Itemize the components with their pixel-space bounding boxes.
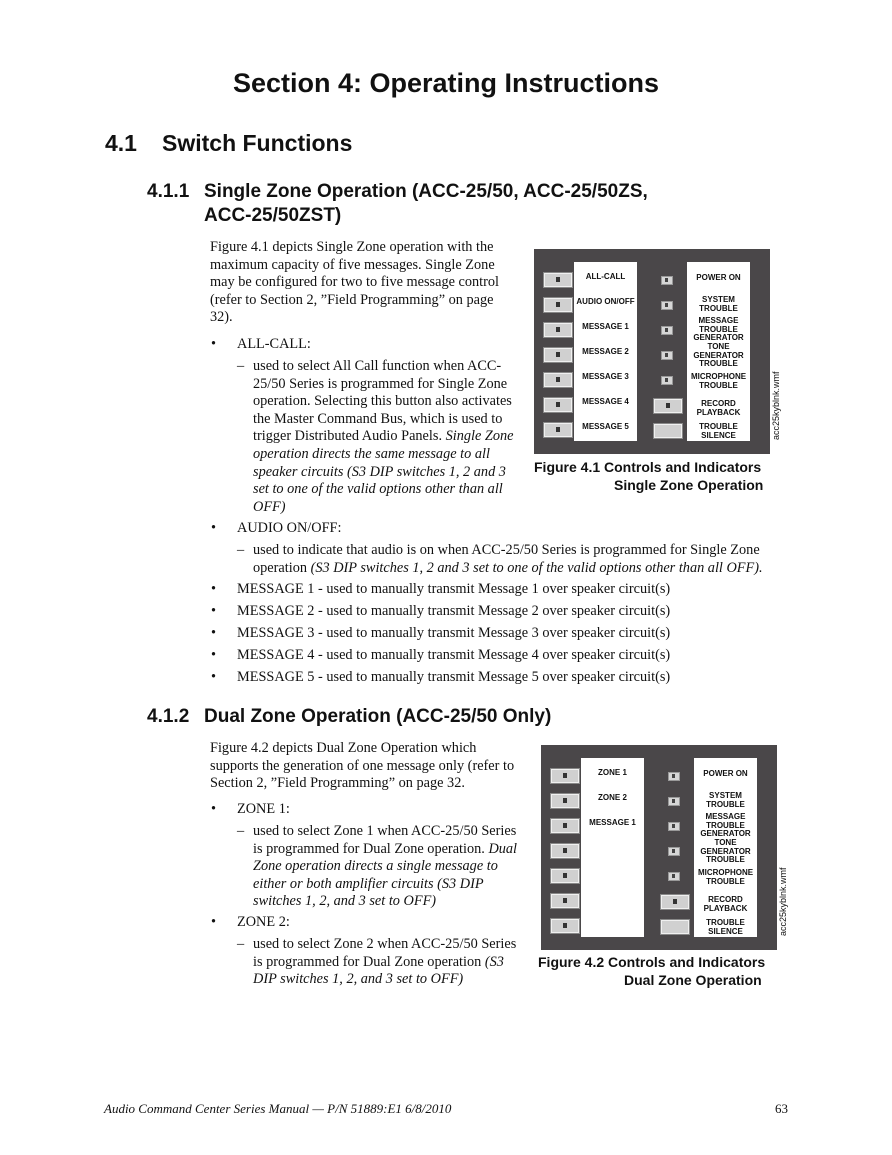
bullet-message-4-text: MESSAGE 4 - used to manually transmit Message 4 over speaker circuit(s) [237,647,671,663]
label-all-call: ALL-CALL [585,272,626,281]
all-call-desc-italic: Single Zone operation directs the same message to all speaker circuits (S3 DIP switches 1, 2 and 3 set to one of the valid options other than all OFF) [253,428,514,515]
label-record-playback-dual: RECORD PLAYBACK [703,895,748,913]
zone-1-desc-text: used to select Zone 1 when ACC-25/50 Series is programmed for Dual Zone operation. [253,823,517,857]
label-system-trouble-dual: SYSTEM TROUBLE [706,791,745,809]
heading-4-1-2-number: 4.1.2 [147,706,190,727]
bullet-zone-1: • ZONE 1: [211,801,290,817]
all-call-button[interactable] [543,272,573,288]
zone-2-button[interactable] [550,793,580,809]
label-power-on-dual: POWER ON [703,769,748,778]
section-title: Section 4: Operating Instructions [232,68,660,98]
fig1-watermark: acc25kyblnk.wmf [771,371,781,440]
unlabeled-button-6[interactable] [550,893,580,909]
fig2-indicator-labels [694,758,757,937]
heading-4-1-1-line1: Single Zone Operation (ACC-25/50, ACC-25/50ZS, [204,181,648,202]
figure-4-1-caption [534,458,779,494]
label-microphone-trouble: MICROPHONE TROUBLE [690,372,747,390]
fig1-caption-line2: Single Zone Operation [614,477,764,493]
message-2-button[interactable] [543,347,573,363]
label-message-1-dual: MESSAGE 1 [589,818,636,827]
heading-4-1-2 [147,705,551,729]
record-playback-button-dual[interactable] [660,894,690,910]
fig2-caption-line1: Figure 4.2 Controls and Indicators [538,954,766,970]
message-1-button-dual[interactable] [550,818,580,834]
message-1-button[interactable] [543,322,573,338]
bullet-message-3: • MESSAGE 3 - used to manually transmit Message 3 over speaker circuit(s) [211,625,671,641]
fig2-watermark: acc25kyblnk.wmf [778,867,788,936]
power-on-led-dual [668,772,680,781]
label-tone-generator-trouble: TONE GENERATOR TROUBLE [693,342,744,368]
trouble-silence-button-dual[interactable] [660,919,690,935]
label-message-1: MESSAGE 1 [582,322,629,331]
label-microphone-trouble-dual: MICROPHONE TROUBLE [697,868,754,886]
bullet-message-5-text: MESSAGE 5 - used to manually transmit Message 5 over speaker circuit(s) [237,669,671,685]
heading-4-1-1-number: 4.1.1 [147,181,190,202]
bullet-all-call-label: ALL-CALL: [237,336,311,352]
message-5-button[interactable] [543,422,573,438]
heading-4-1-2-title: Dual Zone Operation (ACC-25/50 Only) [204,706,552,727]
fig1-button-labels [574,262,637,441]
fig2-button-labels [581,758,644,937]
audio-desc-text: used to indicate that audio is on when ACC-25/50 Series is programmed for Single Zone operation [253,542,760,576]
subsection-heading [105,130,352,157]
label-zone-1: ZONE 1 [598,768,627,777]
bullet-message-4: • MESSAGE 4 - used to manually transmit Message 4 over speaker circuit(s) [211,647,671,663]
bullet-message-2-text: MESSAGE 2 - used to manually transmit Message 2 over speaker circuit(s) [237,603,671,619]
label-message-2: MESSAGE 2 [582,347,629,356]
label-power-on: POWER ON [696,273,741,282]
message-generator-trouble-led [661,326,673,335]
microphone-trouble-led-dual [668,872,680,881]
subsection-number: 4.1 [105,130,137,156]
unlabeled-button-4[interactable] [550,843,580,859]
label-message-5: MESSAGE 5 [582,422,629,431]
label-message-4: MESSAGE 4 [582,397,629,406]
bullet-audio-on-off: • AUDIO ON/OFF: [211,520,342,536]
bullet-zone-1-label: ZONE 1: [237,801,290,817]
footer-manual-info: Audio Command Center Series Manual — P/N 51889:E1 6/8/2010 [104,1101,452,1116]
label-audio-on-off: AUDIO ON/OFF [576,297,635,306]
intro-4-1-1: Figure 4.1 depicts Single Zone operation with the maximum capacity of five messages. Single Zone may be configured for two to five message control (refer to Section 2, ”Field Programming” on page 32). [210,239,500,326]
label-tone-generator-trouble-dual: TONE GENERATOR TROUBLE [700,838,751,864]
fig2-caption-line2: Dual Zone Operation [624,972,762,988]
message-generator-trouble-led-dual [668,822,680,831]
bullet-all-call: • ALL-CALL: [211,336,311,352]
subsection-title: Switch Functions [162,130,353,156]
message-4-button[interactable] [543,397,573,413]
tone-generator-trouble-led [661,351,673,360]
zone-1-desc-italic: Dual Zone operation directs a single message to either or both amplifier circuits (S3 DIP switches 1, 2, and 3 set to OFF) [253,840,518,910]
heading-4-1-1-line2: ACC-25/50ZST) [204,205,342,226]
label-trouble-silence: TROUBLE SILENCE [699,422,738,440]
label-zone-2: ZONE 2 [598,793,627,802]
audio-description: – used to indicate that audio is on when ACC-25/50 Series is programmed for Single Zone operation (S3 DIP switches 1, 2 and 3 set to one of the valid options other than all OFF). [237,542,763,576]
system-trouble-led-dual [668,797,680,806]
zone-2-desc-text: used to select Zone 2 when ACC-25/50 Series is programmed for Dual Zone operation [253,936,517,970]
figure-4-2-caption [538,953,783,989]
label-message-3: MESSAGE 3 [582,372,629,381]
power-on-led [661,276,673,285]
footer-page-number: 63 [775,1101,788,1116]
bullet-message-2: • MESSAGE 2 - used to manually transmit Message 2 over speaker circuit(s) [211,603,671,619]
audio-desc-italic: (S3 DIP switches 1, 2 and 3 set to one of the valid options other than all OFF). [310,559,763,576]
record-playback-button[interactable] [653,398,683,414]
all-call-desc-text: used to select All Call function when ACC-25/50 Series is programmed for Single Zone operation. Selecting this button also activates the Master Command Bus, which is used to trigger Distributed Audio Panels. [253,358,512,445]
heading-4-1-1 [147,180,648,228]
message-3-button[interactable] [543,372,573,388]
bullet-message-3-text: MESSAGE 3 - used to manually transmit Message 3 over speaker circuit(s) [237,625,671,641]
bullet-zone-2-label: ZONE 2: [237,914,290,930]
fig1-caption-line1: Figure 4.1 Controls and Indicators [534,459,762,475]
label-trouble-silence-dual: TROUBLE SILENCE [706,918,745,936]
figure-4-1-panel [534,249,770,454]
zone-2-description: – used to select Zone 2 when ACC-25/50 Series is programmed for Dual Zone operation (S3 DIP switches 1, 2, and 3 set to OFF) [237,936,517,988]
label-record-playback: RECORD PLAYBACK [696,399,741,417]
zone-2-desc-italic: (S3 DIP switches 1, 2, and 3 set to OFF) [253,953,504,988]
bullet-zone-2: • ZONE 2: [211,914,290,930]
label-message-trouble-generator-dual: MESSAGE TROUBLE GENERATOR [700,812,751,838]
figure-4-2-panel [541,745,777,950]
unlabeled-button-5[interactable] [550,868,580,884]
system-trouble-led [661,301,673,310]
bullet-audio-label: AUDIO ON/OFF: [237,520,342,536]
unlabeled-button-7[interactable] [550,918,580,934]
microphone-trouble-led [661,376,673,385]
zone-1-button[interactable] [550,768,580,784]
zone-1-description: – used to select Zone 1 when ACC-25/50 Series is programmed for Dual Zone operation. Dual Zone operation directs a single message to either or both amplifier circuits (S3 DIP switches 1, 2, and 3 set to OFF) [237,823,518,910]
intro-4-1-2: Figure 4.2 depicts Dual Zone Operation which supports the generation of one message only (refer to Section 2, ”Field Programming” on page 32. [210,740,515,792]
label-system-trouble: SYSTEM TROUBLE [699,295,738,313]
audio-on-off-button[interactable] [543,297,573,313]
tone-generator-trouble-led-dual [668,847,680,856]
fig1-indicator-labels [687,262,750,441]
bullet-message-1: • MESSAGE 1 - used to manually transmit Message 1 over speaker circuit(s) [211,581,671,597]
all-call-description: – used to select All Call function when ACC-25/50 Series is programmed for Single Zone operation. Selecting this button also activates the Master Command Bus, which is used to trigger Distributed Audio Panels. Single Zone operation directs the same message to all speaker circuits (S3 DIP switches 1, 2 and 3 set to one of the valid options other than all OFF) [237,358,514,515]
trouble-silence-button[interactable] [653,423,683,439]
bullet-message-5: • MESSAGE 5 - used to manually transmit Message 5 over speaker circuit(s) [211,669,671,685]
label-message-trouble-generator: MESSAGE TROUBLE GENERATOR [693,316,744,342]
bullet-message-1-text: MESSAGE 1 - used to manually transmit Message 1 over speaker circuit(s) [237,581,671,597]
